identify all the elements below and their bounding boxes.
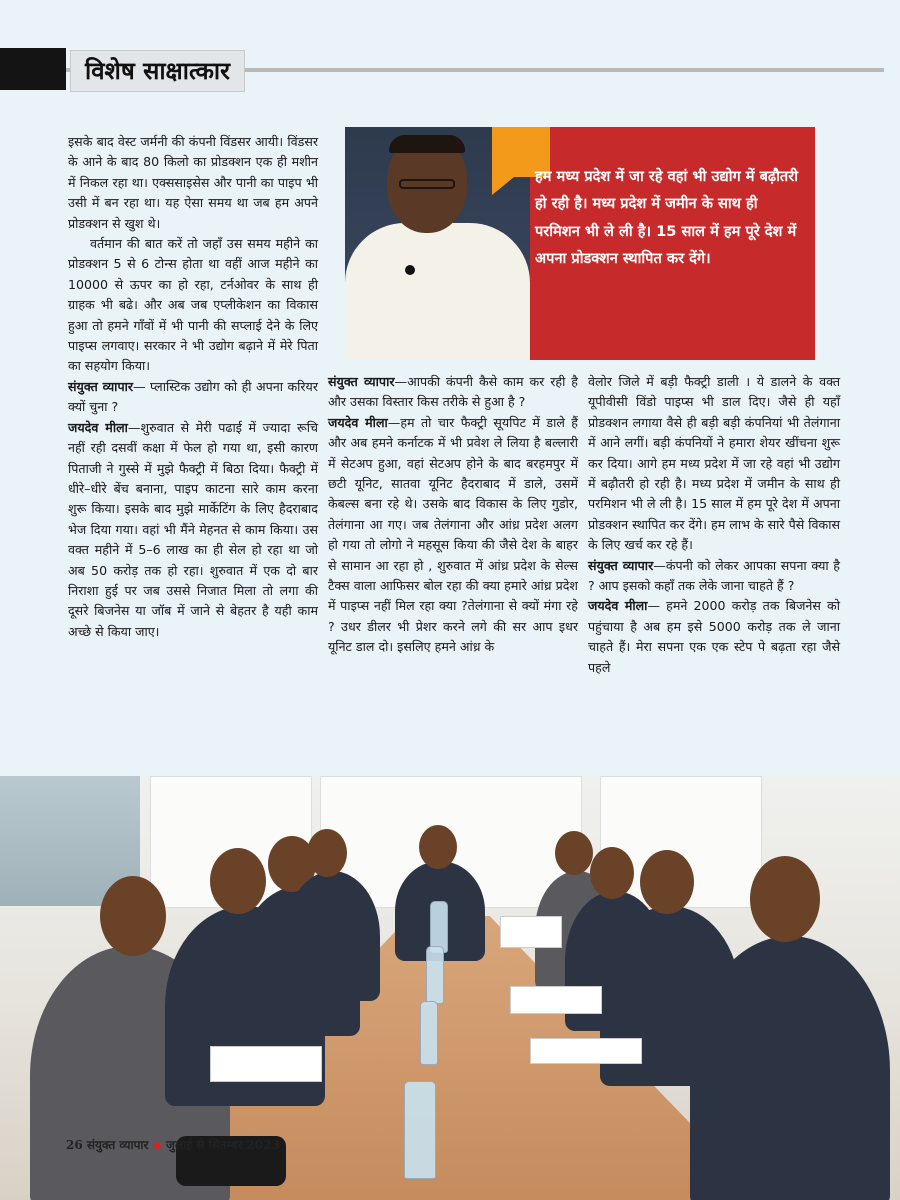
answer-text: —शुरुवात से मेरी पढाई में ज्यादा रूचि नहीं रही दसवीं कक्षा में फेल हो गया था, इसी कारण पिताजी ने गुस्से में मुझे फैक्ट्री में बिठा दिया। फैक्ट्री में धीरे–धीरे बेंच बनाना, पाइप काटना सारे काम करना शुरू किया। इसके बाद मुझे मार्केटिंग के लिए हैदराबाद भेज दिया गया। वहां भी मैंने मेहनत से काम किया। उस वक्त महीने में 5–6 लाख का ही सेल हो रहा था जो अब 50 करोड़ तक हो रहा। शुरुवात में एक दो बार निराशा हुई पर जब उससे निजात मिला तो लगा की दूसरे बिजनेस या जॉब में जाने से बेहतर है यही काम अच्छे से किया जाए। xyxy=(68,419,318,639)
magazine-name: संयुक्त व्यापार xyxy=(86,1138,149,1152)
answer xyxy=(328,413,578,658)
diamond-icon: ◆ xyxy=(152,1138,162,1152)
question xyxy=(328,372,578,413)
page-number: 26 xyxy=(66,1138,83,1152)
issue-date: जुलाई से सितम्बर 2023 xyxy=(166,1138,280,1152)
question-text: — प्लास्टिक उद्योग को ही अपना करियर क्यों चुना ? xyxy=(68,378,318,415)
question-text: —आपकी कंपनी कैसे काम कर रही है और उसका विस्तार किस तरीके से हुआ है ? xyxy=(328,374,578,410)
paragraph: वर्तमान की बात करें तो जहाँ उस समय महीने का प्रोडक्शन 5 से 6 टोन्स होता था वहीं आज महीने का 10000 से ऊपर का हो रहा, टर्नओवर के साथ ही ग्राहक भी बढे। और अब जब एप्लीकेशन का विकास हुआ तो हमने गाँवों में भी पानी की सप्लाई देने के लिए पाइप्स लगवाए। सरकार ने भी उद्योग बढ़ाने में मेरे पिता का सहयोग किया। xyxy=(68,236,318,374)
page-footer xyxy=(66,1136,280,1153)
question-text: —कंपनी को लेकर आपका सपना क्या है ? आप इसको कहाँ तक लेके जाना चाहते हैं ? xyxy=(588,557,840,594)
speaker-label: संयुक्त व्यापार xyxy=(328,374,395,389)
paragraph: वेलोर जिले में बड़ी फैक्ट्री डाली । ये डालने के वक्त यूपीवीसी विंडो पाइप्स भी डाल दिए। जैसे ही यहाँ प्रोडक्शन लगाया वैसे ही बड़ी बड़ी कंपनियां भी तेलंगाना में आने लगीं। बड़ी कंपनियों ने हमारा शेयर खींचना शुरू कर दिया। आगे हम मध्य प्रदेश में जा रहे वहां भी उद्योग में बढ़ौतरी हो रही है। मध्य प्रदेश में जमीन के साथ ही परमिशन भी ले ली है। 15 साल में हम पूरे देश में अपना प्रोडक्शन स्थापित कर देंगे। हम लाभ के सारे पैसे विकास के लिए खर्च कर रहे हैं। xyxy=(588,374,840,553)
answer xyxy=(588,596,840,678)
answer-text: —हम तो चार फैक्ट्री सूयपिट में डाले हैं और अब हमने कर्नाटक में भी प्रवेश ले लिया है बल्लारी में सेटअप हुआ, वहां सेटअप होने के बाद बरहमपुर में छटी यूनिट, सातवा यूनिट हैदराबाद में डाले, उसमें केबल्स बना रहे थे। उसके बाद विकास के लिए गुडोर, तेलंगाना आ गए। जब तेलंगाना और आंध्र प्रदेश अलग हो गया तो लोगो ने महसूस किया की जैसे देश के बाहर से सामान आ रहा हो , शुरुवात में आंध्र प्रदेश के सेल्स टैक्स वाला आफिसर बोल रहा की क्या हमारे आंध्र प्रदेश में पाइप्स नहीं मिल रहा क्या ?तेलंगाना से क्यों मंगा रहे ? उधर डीलर भी प्रेशर करने लगे की सर आप इधर यूनिट डाल दो। इसलिए हमने आंध्र के xyxy=(328,414,578,655)
speaker-label: जयदेव मीला xyxy=(68,419,128,435)
speaker-label: संयुक्त व्यापार xyxy=(68,378,134,394)
section-marker xyxy=(0,48,66,90)
article-column-1 xyxy=(68,132,318,642)
speaker-label: जयदेव मीला xyxy=(588,598,648,614)
pull-quote-card xyxy=(345,127,815,360)
speaker-label: जयदेव मीला xyxy=(328,414,388,430)
paragraph: इसके बाद वेस्ट जर्मनी की कंपनी विंडसर आयी। विंडसर के आने के बाद 80 किलो का प्रोडक्शन एक ही मशीन में निकल रहा था। एक्ससाइसेस और पानी का पाइप भी उसी में बन रहा था। यह ऐसा समय था जब हम अपने प्रोडक्शन से खुश थे। xyxy=(68,134,318,231)
section-title: विशेष साक्षात्कार xyxy=(70,50,245,92)
pull-quote-text: हम मध्य प्रदेश में जा रहे वहां भी उद्योग में बढ़ौतरी हो रही है। मध्य प्रदेश में जमीन के साथ ही परमिशन भी ले ली है। 15 साल में हम पूरे देश में अपना प्रोडक्शन स्थापित कर देंगे। xyxy=(535,168,798,268)
speaker-label: संयुक्त व्यापार xyxy=(588,557,654,573)
question xyxy=(588,556,840,597)
article-column-2 xyxy=(328,372,578,658)
article-column-3 xyxy=(588,372,840,678)
question xyxy=(68,377,318,418)
answer-text: — हमने 2000 करोड़ तक बिजनेस को पहुंचाया है अब हम इसे 5000 करोड़ तक ले जाना चाहते हैं। मेरा सपना एक एक स्टेप पे बढ़ता रहा जैसे पहले xyxy=(588,598,840,675)
answer xyxy=(68,418,318,642)
microphone-icon xyxy=(405,265,415,275)
